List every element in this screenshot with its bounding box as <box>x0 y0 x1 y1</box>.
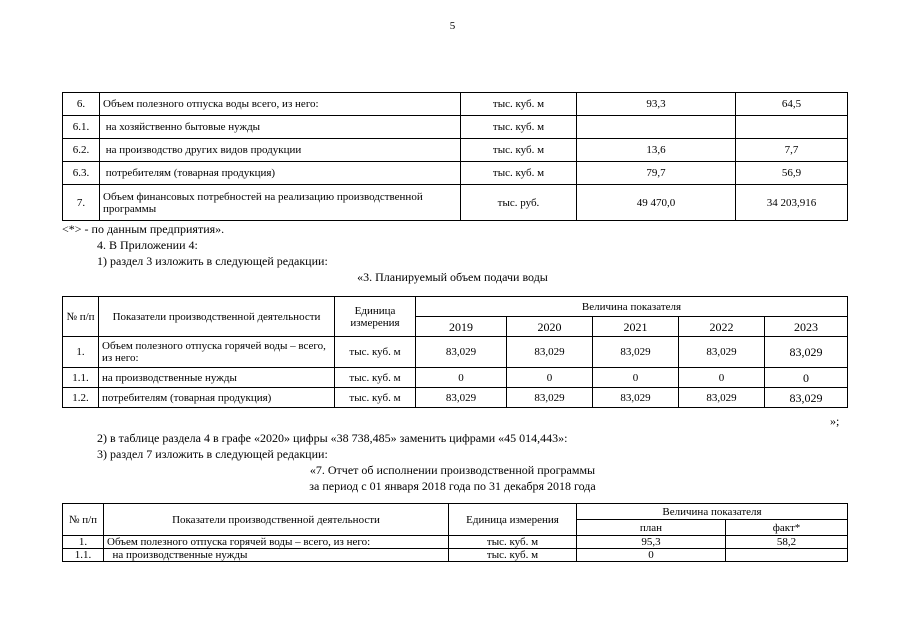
row-num: 1.2. <box>63 388 99 408</box>
row-name: Объем полезного отпуска горячей воды – всего, из него: <box>99 337 335 368</box>
row-num: 6.1. <box>63 116 100 139</box>
row-unit: тыс. куб. м <box>461 93 577 116</box>
table-row <box>63 549 848 562</box>
row-name: потребителям (товарная продукция) <box>99 388 335 408</box>
row-num: 6. <box>63 93 100 116</box>
table-row <box>63 368 848 388</box>
table-row <box>63 116 848 139</box>
row-name: на производство других видов продукции <box>100 139 461 162</box>
header-fact: факт* <box>726 520 848 536</box>
row-value: 83,029 <box>416 337 507 368</box>
row-num: 6.2. <box>63 139 100 162</box>
end-quote: »; <box>830 414 840 428</box>
paragraph-item-4: 4. В Приложении 4: <box>97 238 198 252</box>
row-plan: 0 <box>577 549 726 562</box>
header-unit: Единица измерения <box>449 504 577 536</box>
row-value-1: 49 470,0 <box>577 185 736 221</box>
row-num: 6.3. <box>63 162 100 185</box>
row-value: 83,029 <box>507 337 593 368</box>
row-value: 83,029 <box>593 388 679 408</box>
table-header-row <box>63 504 848 520</box>
row-value: 83,029 <box>593 337 679 368</box>
header-value: Величина показателя <box>577 504 848 520</box>
row-value: 0 <box>765 368 848 388</box>
row-num: 1.1. <box>63 368 99 388</box>
header-year: 2019 <box>416 317 507 337</box>
table-row <box>63 536 848 549</box>
paragraph-item-4-3: 3) раздел 7 изложить в следующей редакции: <box>97 447 328 461</box>
header-year: 2020 <box>507 317 593 337</box>
row-value-1 <box>577 116 736 139</box>
header-name: Показатели производственной деятельности <box>99 297 335 337</box>
row-unit: тыс. куб. м <box>335 388 416 408</box>
row-unit: тыс. куб. м <box>461 162 577 185</box>
section-3-title: «3. Планируемый объем подачи воды <box>357 270 548 284</box>
header-year: 2023 <box>765 317 848 337</box>
row-fact <box>726 549 848 562</box>
row-value-2: 64,5 <box>736 93 848 116</box>
row-fact: 58,2 <box>726 536 848 549</box>
row-value-2: 7,7 <box>736 139 848 162</box>
table-row <box>63 388 848 408</box>
table-header-row <box>63 297 848 317</box>
row-unit: тыс. куб. м <box>461 116 577 139</box>
table-row <box>63 93 848 116</box>
row-value: 83,029 <box>765 388 848 408</box>
row-value-2 <box>736 116 848 139</box>
row-value: 0 <box>679 368 765 388</box>
row-value: 83,029 <box>679 337 765 368</box>
table-row <box>63 139 848 162</box>
row-name: потребителям (товарная продукция) <box>100 162 461 185</box>
row-unit: тыс. куб. м <box>461 139 577 162</box>
row-value-1: 93,3 <box>577 93 736 116</box>
row-unit: тыс. куб. м <box>335 368 416 388</box>
row-name: Объем полезного отпуска воды всего, из него: <box>100 93 461 116</box>
row-num: 7. <box>63 185 100 221</box>
row-value: 83,029 <box>765 337 848 368</box>
row-value-2: 56,9 <box>736 162 848 185</box>
row-value: 83,029 <box>679 388 765 408</box>
paragraph-item-4-1: 1) раздел 3 изложить в следующей редакции: <box>97 254 328 268</box>
row-value: 83,029 <box>507 388 593 408</box>
row-value: 0 <box>507 368 593 388</box>
paragraph-item-4-2: 2) в таблице раздела 4 в графе «2020» цифры «38 738,485» заменить цифрами «45 014,443»: <box>97 431 568 445</box>
row-unit: тыс. куб. м <box>449 536 577 549</box>
row-num: 1.1. <box>63 549 104 562</box>
row-value: 0 <box>593 368 679 388</box>
row-plan: 95,3 <box>577 536 726 549</box>
header-name: Показатели производственной деятельности <box>104 504 449 536</box>
row-value-1: 79,7 <box>577 162 736 185</box>
header-plan: план <box>577 520 726 536</box>
row-num: 1. <box>63 536 104 549</box>
table-row <box>63 162 848 185</box>
table-program-execution-report <box>62 503 848 562</box>
row-unit: тыс. руб. <box>461 185 577 221</box>
row-unit: тыс. куб. м <box>449 549 577 562</box>
row-name: на производственные нужды <box>99 368 335 388</box>
table-row <box>63 185 848 221</box>
header-unit: Единица измерения <box>335 297 416 337</box>
table-planned-water-supply <box>62 296 848 408</box>
section-7-title-line-2: за период с 01 января 2018 года по 31 декабря 2018 года <box>309 479 596 493</box>
section-7-title-line-1: «7. Отчет об исполнении производственной программы <box>309 463 596 477</box>
footnote: <*> - по данным предприятия». <box>62 222 225 236</box>
row-value-2: 34 203,916 <box>736 185 848 221</box>
row-value-1: 13,6 <box>577 139 736 162</box>
header-year: 2021 <box>593 317 679 337</box>
table-water-supply-summary <box>62 92 848 221</box>
table-row <box>63 337 848 368</box>
row-name: на хозяйственно бытовые нужды <box>100 116 461 139</box>
header-num: № п/п <box>63 504 104 536</box>
page-number: 5 <box>449 20 456 32</box>
header-num: № п/п <box>63 297 99 337</box>
row-unit: тыс. куб. м <box>335 337 416 368</box>
header-value: Величина показателя <box>416 297 848 317</box>
header-year: 2022 <box>679 317 765 337</box>
row-name: на производственные нужды <box>104 549 449 562</box>
row-value: 0 <box>416 368 507 388</box>
row-name: Объем финансовых потребностей на реализацию производственной программы <box>100 185 461 221</box>
row-name: Объем полезного отпуска горячей воды – всего, из него: <box>104 536 449 549</box>
row-num: 1. <box>63 337 99 368</box>
row-value: 83,029 <box>416 388 507 408</box>
